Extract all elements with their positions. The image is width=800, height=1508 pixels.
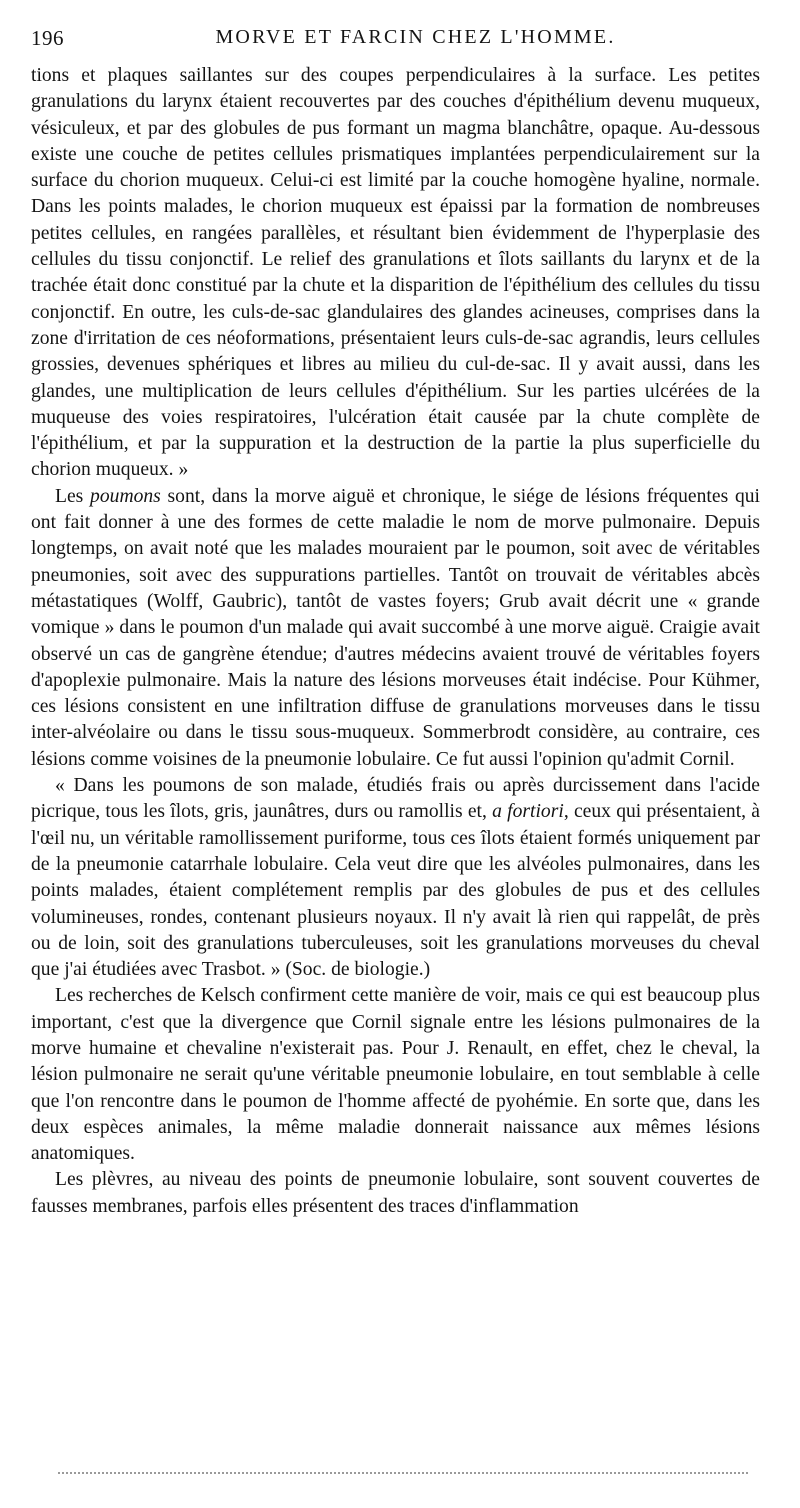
text-run: , ceux qui présentaient, à l'œil nu, un véritable ramollissement puriforme, tous ces îlots étaient formés uniquement par de la pneumonie catarrhale lobulaire. Cela veut dire que les alvéoles pulmonaires, dans les points malades, étaient complétement remplis par des globules de pus et des cellules volumineuses, rondes, contenant plusieurs noyaux. Il n'y avait là rien qui rappelât, de près ou de loin, soit des granulations tuberculeuses, soit les granulations morveuses du cheval que j'ai étudiées avec Trasbot. » (Soc. de biologie.) — [31, 801, 760, 981]
paragraph — [31, 1167, 760, 1220]
paragraph — [31, 484, 760, 773]
text-run: tions et plaques saillantes sur des coupes perpendiculaires à la surface. Les petites granulations du larynx étaient recouvertes par des couches d'épithélium devenu muqueux, vésiculeux, et par des globules de pus formant un magma blanchâtre, opaque. Au-dessous existe une couche de petites cellules prismatiques implantées perpendiculairement sur la surface du chorion muqueux. Celui-ci est limité par la couche homogène hyaline, normale. Dans les points malades, le chorion muqueux est épaissi par la formation de nombreuses petites cellules, en rangées parallèles, et résultant bien évidemment de l'hyperplasie des cellules du tissu conjonctif. Le relief des granulations et îlots saillants du larynx et de la trachée était donc constitué par la chute et la disparition de l'épithélium des cellules du tissu conjonctif. En outre, les culs-de-sac glandulaires des glandes acineuses, comprises dans la zone d'irritation de ces néoformations, présentaient leurs culs-de-sac agrandis, leurs cellules grossies, devenues sphériques et libres au milieu du cul-de-sac. Il y avait aussi, dans les glandes, une multiplication de leurs cellules d'épithélium. Sur les parties ulcérées de la muqueuse des voies respiratoires, l'ulcération était causée par la chute complète de l'épithélium, et par la suppuration et la destruction de la partie la plus superficielle du chorion muqueux. » — [31, 65, 760, 481]
text-run: Les — [55, 485, 91, 507]
running-title: MORVE ET FARCIN CHEZ L'HOMME. — [215, 26, 616, 48]
text-run: Les plèvres, au niveau des points de pneumonie lobulaire, sont souvent couvertes de fausses membranes, parfois elles présentent des traces d'inflammation — [31, 1169, 760, 1217]
text-run: sont, dans la morve aiguë et chronique, le siége de lésions fréquentes qui ont fait donner à une des formes de cette maladie le nom de morve pulmonaire. Depuis longtemps, on avait noté que les malades mouraient par le poumon, soit avec de véritables pneumonies, soit avec des suppurations partielles. Tantôt on trouvait de véritables abcès métastatiques (Wolff, Gaubric), tantôt de vastes foyers; Grub avait décrit une « grande vomique » dans le poumon d'un malade qui avait succombé à une morve aiguë. Craigie avait observé un cas de gangrène étendue; d'autres médecins avaient trouvé de véritables foyers d'apoplexie pulmonaire. Mais la nature des lésions morveuses était indécise. Pour Kühmer, ces lésions consistent en une infiltration diffuse de granulations morveuses dans le tissu inter-alvéolaire ou dans le tissu sous-muqueux. Sommerbrodt considère, au contraire, ces lésions comme voisines de la pneumonie lobulaire. Ce fut aussi l'opinion qu'admit Cornil. — [31, 485, 760, 770]
italic-phrase: poumons — [90, 485, 161, 507]
text-run: « Dans les poumons de son malade, étudiés frais ou après durcissement dans l'acide picrique, tous les îlots, gris, jaunâtres, durs ou ramollis et, — [31, 775, 760, 823]
paragraph — [31, 773, 760, 983]
text-run: Les recherches de Kelsch confirment cette manière de voir, mais ce qui est beaucoup plus important, c'est que la divergence que Cornil signale entre les lésions pulmonaires de la morve humaine et chevaline n'existerait pas. Pour J. Renault, en effet, chez le cheval, la lésion pulmonaire ne serait qu'une véritable pneumonie lobulaire, en tout semblable à celle que l'on rencontre dans le poumon de l'homme affecté de pyohémie. En sorte que, dans les deux espèces animales, la même maladie donnerait naissance aux mêmes lésions anatomiques. — [31, 985, 760, 1165]
italic-phrase: a fortiori — [492, 801, 564, 823]
body-text — [31, 63, 760, 1220]
page-header — [31, 20, 760, 54]
page-number: 196 — [31, 26, 64, 50]
paragraph — [31, 63, 760, 484]
paragraph — [31, 983, 760, 1167]
footer-dotted-rule — [58, 1472, 748, 1474]
